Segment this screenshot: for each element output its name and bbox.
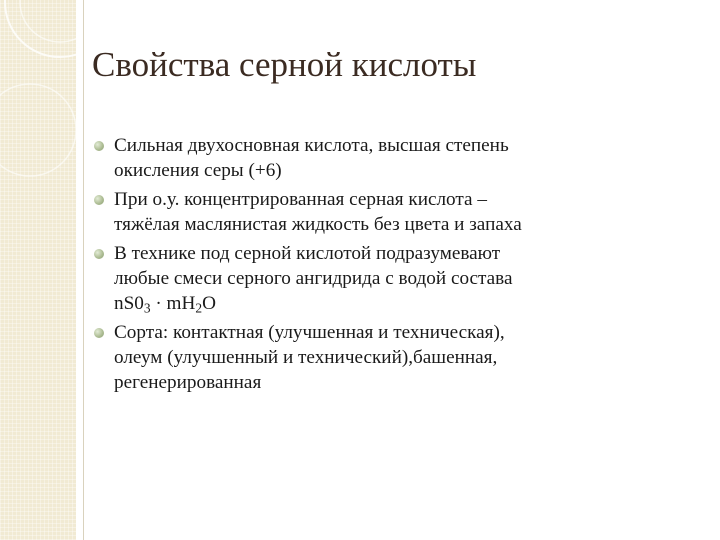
bullet-text-line: Сильная двухосновная кислота, высшая степень bbox=[114, 135, 509, 156]
bullet-icon bbox=[94, 195, 104, 205]
bullet-text-line: любые смеси серного ангидрида с водой состава bbox=[114, 268, 513, 289]
bullet-text-line: олеум (улучшенный и технический),башенная, bbox=[114, 347, 498, 368]
chemical-formula bbox=[114, 291, 654, 316]
bullet-icon bbox=[94, 328, 104, 338]
bullet-icon bbox=[94, 249, 104, 259]
bullet-icon bbox=[94, 141, 104, 151]
formula-part: O bbox=[202, 293, 216, 314]
vertical-divider bbox=[83, 0, 84, 540]
formula-part: · mH bbox=[150, 293, 196, 314]
bullet-text-line: Сорта: контактная (улучшенная и техническая), bbox=[114, 322, 505, 343]
decorative-circles bbox=[0, 0, 76, 540]
bullet-text-line: регенерированная bbox=[114, 372, 262, 393]
formula-subscript: 2 bbox=[195, 300, 203, 316]
formula-subscript: 3 bbox=[143, 300, 151, 316]
decorative-side-band bbox=[0, 0, 76, 540]
bullet-item bbox=[94, 241, 654, 316]
bullet-text-line: тяжёлая маслянистая жидкость без цвета и запаха bbox=[114, 214, 522, 235]
bullet-list bbox=[94, 133, 654, 399]
slide-title: Свойства серной кислоты bbox=[92, 45, 477, 84]
bullet-item bbox=[94, 320, 654, 395]
bullet-text-line: окисления серы (+6) bbox=[114, 160, 282, 181]
bullet-text-line: В технике под серной кислотой подразумевают bbox=[114, 243, 501, 264]
bullet-text-line: При о.у. концентрированная серная кислота – bbox=[114, 189, 487, 210]
bullet-item bbox=[94, 187, 654, 237]
formula-part: nS0 bbox=[114, 293, 144, 314]
bullet-item bbox=[94, 133, 654, 183]
